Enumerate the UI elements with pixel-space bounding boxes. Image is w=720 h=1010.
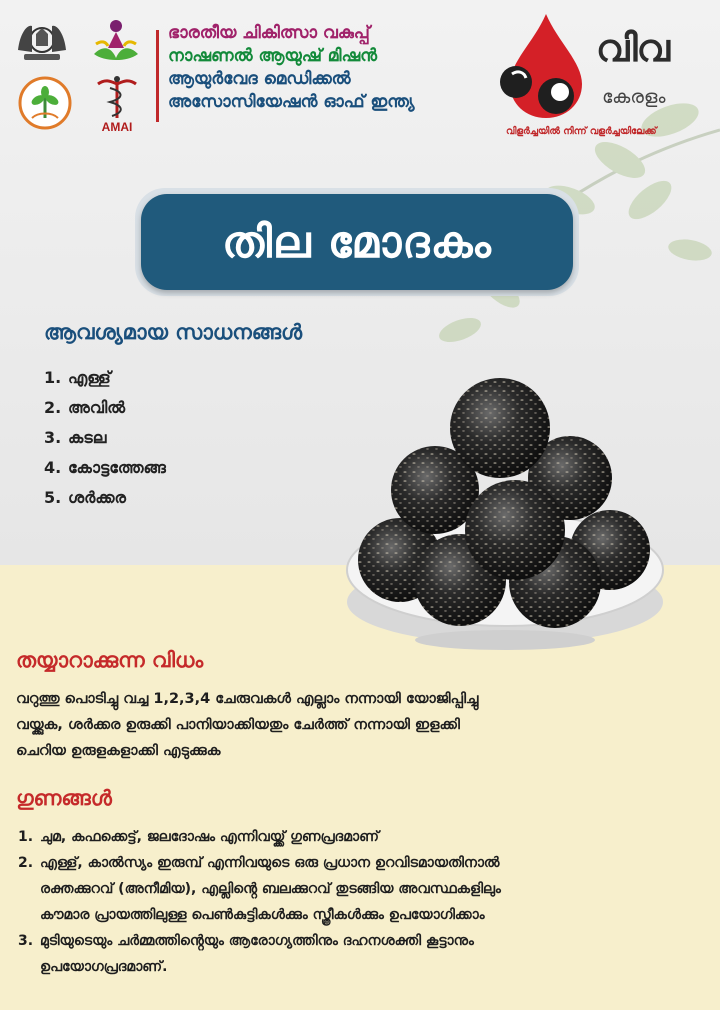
ingredient-number: 5. (44, 488, 62, 507)
ingredient-name: അവിൽ (68, 398, 126, 417)
list-item (18, 850, 708, 928)
list-item (44, 453, 166, 483)
benefits-list (18, 824, 708, 980)
sesame-ladoo-bowl-image (340, 370, 670, 660)
title-banner-inner (141, 194, 573, 290)
amai-logo (90, 74, 144, 134)
list-item (18, 928, 708, 980)
kerala-emblem-icon (14, 16, 70, 66)
recipe-title: തില മോദകം (222, 216, 492, 268)
viva-kerala-word: കേരളം (602, 86, 666, 108)
benefit-number: 1. (18, 829, 34, 845)
list-item (44, 393, 166, 423)
caduceus-icon (90, 74, 144, 120)
viva-word: വിവ (596, 26, 669, 70)
amai-label: AMAI (101, 120, 133, 134)
list-item (44, 483, 166, 513)
organization-names (168, 22, 478, 114)
benefit-line: എള്ള്, കാൽസ്യം ഇരുമ്പ് എന്നിവയുടെ ഒരു പ്രധാന ഉറവിടമായതിനാൽ (40, 855, 500, 871)
preparation-text (16, 686, 696, 764)
benefit-number: 2. (18, 855, 34, 871)
benefit-line: കൗമാര പ്രായത്തിലുള്ള പെൺകുട്ടികൾക്കും സ്ത്രീകൾക്കും ഉപയോഗിക്കാം (40, 907, 485, 923)
ingredient-name: ശർക്കര (68, 488, 126, 507)
ingredient-name: എള്ള് (68, 368, 111, 387)
yoga-logo-icon (88, 14, 144, 68)
preparation-line: വയ്ക്കുക, ശർക്കര ഉരുക്കി പാനിയാക്കിയതും ചേർത്ത് നന്നായി ഇളക്കി (16, 717, 460, 733)
ayush-seal-icon (18, 76, 72, 130)
viva-tagline: വിളർച്ചയിൽ നിന്ന് വളർച്ചയിലേക്ക് (506, 126, 657, 137)
ingredient-number: 4. (44, 458, 62, 477)
list-item (44, 363, 166, 393)
org-line-ama-1: ആയുർവേദ മെഡിക്കൽ (168, 69, 351, 89)
benefits-heading: ഗുണങ്ങൾ (16, 786, 112, 810)
benefit-line: മുടിയുടെയും ചർമ്മത്തിൻ്റെയും ആരോഗ്യത്തിനും ദഹനശക്തി കൂട്ടാനും (40, 933, 474, 949)
list-item (44, 423, 166, 453)
blood-drop-icon (498, 12, 586, 120)
preparation-line: ചെറിയ ഉരുളകളാക്കി എടുക്കുക (16, 743, 221, 759)
viva-kerala-logo (498, 12, 708, 142)
ingredient-number: 1. (44, 368, 62, 387)
national-ayush-mission-logo (18, 76, 72, 130)
benefit-line: ചുമ, കഫക്കെട്ട്, ജലദോഷം എന്നിവയ്ക്ക് ഗുണപ്രദമാണ് (40, 829, 379, 845)
preparation-line: വറുത്തു പൊടിച്ചു വച്ച 1,2,3,4 ചേരുവകൾ എല്ലാം നന്നായി യോജിപ്പിച്ചു (16, 691, 479, 707)
ingredient-name: കോട്ടത്തേങ്ങ (68, 458, 166, 477)
list-item (18, 824, 708, 850)
ingredient-number: 3. (44, 428, 62, 447)
title-banner (135, 188, 579, 296)
ingredients-list (44, 363, 166, 513)
org-line-department: ഭാരതീയ ചികിത്സാ വകുപ്പ് (168, 23, 370, 43)
org-line-ama-2: അസോസിയേഷൻ ഓഫ് ഇന്ത്യ (168, 92, 415, 112)
benefit-line: രക്തക്കുറവ് (അനീമിയ), എല്ലിൻ്റെ ബലക്കുറവ് തുടങ്ങിയ അവസ്ഥകളിലും (40, 881, 501, 897)
org-line-ayush-mission: നാഷണൽ ആയുഷ് മിഷൻ (168, 46, 378, 66)
benefit-number: 3. (18, 933, 34, 949)
preparation-heading: തയ്യാറാക്കുന്ന വിധം (16, 648, 204, 672)
header-divider (156, 30, 159, 122)
ingredient-number: 2. (44, 398, 62, 417)
ingredients-heading: ആവശ്യമായ സാധനങ്ങൾ (44, 320, 303, 344)
partner-logos (14, 14, 144, 134)
benefit-line: ഉപയോഗപ്രദമാണ്. (40, 959, 168, 975)
ingredient-name: കടല (68, 428, 107, 447)
